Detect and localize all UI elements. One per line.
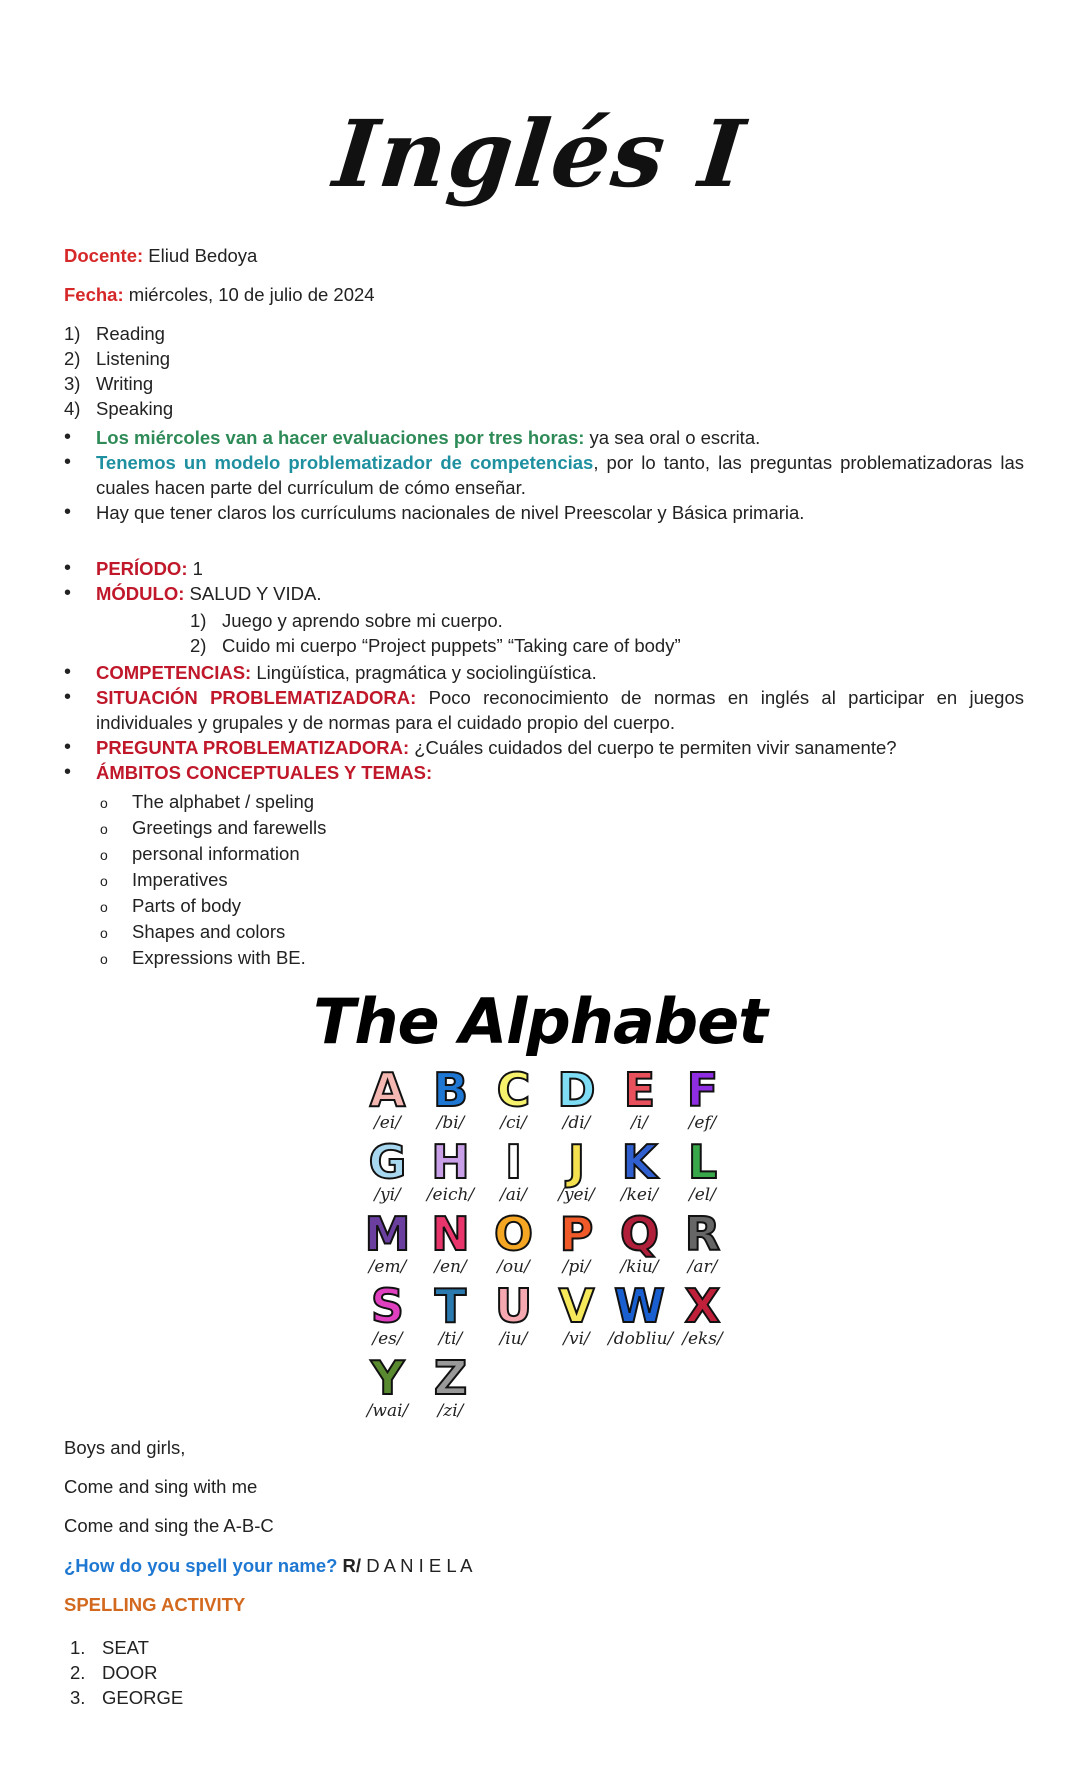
- periodo-item: • PERÍODO: 1: [64, 557, 203, 579]
- letter-cell: [671, 1279, 734, 1354]
- letter-cell: [356, 1207, 419, 1282]
- competencias-item: • COMPETENCIAS: Lingüística, pragmática y sociolingüística.: [64, 661, 597, 683]
- list-item: 4) Speaking: [64, 397, 174, 419]
- ambitos-item: • ÁMBITOS CONCEPTUALES Y TEMAS:: [64, 760, 433, 783]
- letter-glyph: P: [559, 1207, 594, 1261]
- letter-glyph: Z: [433, 1351, 468, 1405]
- letter-pronunciation: /iu/: [499, 1329, 528, 1349]
- letter-pronunciation: /zi/: [437, 1401, 464, 1421]
- letter-glyph: H: [431, 1135, 470, 1189]
- notes-list: [64, 426, 1024, 526]
- letter-pronunciation: /ef/: [688, 1113, 717, 1133]
- song-line-3: Come and sing the A-B-C: [64, 1515, 274, 1536]
- list-item: o Expressions with BE.: [100, 947, 306, 968]
- letter-cell: [356, 1063, 419, 1138]
- letter-cell: [419, 1063, 482, 1138]
- list-item: 3) Writing: [64, 372, 154, 394]
- letter-cell: [419, 1135, 482, 1210]
- answer-prefix: R/: [337, 1555, 362, 1576]
- fecha-value: miércoles, 10 de julio de 2024: [123, 284, 375, 305]
- skills-list: [64, 322, 1024, 422]
- letter-cell: [608, 1135, 671, 1210]
- letter-pronunciation: /eich/: [426, 1185, 475, 1205]
- docente-value: Eliud Bedoya: [143, 245, 258, 266]
- letter-cell: [419, 1207, 482, 1282]
- alphabet-row: [356, 1207, 736, 1282]
- modulo-subitems: [64, 609, 1024, 659]
- situacion-item: • SITUACIÓN PROBLEMATIZADORA: Poco reconocimiento de normas en inglés al participar en juegos individuales y grupales y de normas para el cuidado propio del cuerpo.: [64, 685, 1025, 733]
- letter-glyph: Y: [370, 1351, 405, 1405]
- docente-line: [64, 244, 257, 269]
- list-item: o Greetings and farewells: [100, 817, 327, 838]
- letter-pronunciation: /ar/: [687, 1257, 718, 1277]
- letter-cell: [482, 1279, 545, 1354]
- letter-cell: [608, 1063, 671, 1138]
- list-item: • Los miércoles van a hacer evaluaciones por tres horas: ya sea oral o escrita.: [64, 426, 761, 448]
- letter-pronunciation: /pi/: [562, 1257, 591, 1277]
- page-title: Inglés I: [329, 100, 751, 208]
- letter-cell: [608, 1279, 674, 1354]
- letter-glyph: W: [614, 1279, 665, 1333]
- fecha-line: [64, 283, 375, 308]
- letter-pronunciation: /ti/: [438, 1329, 463, 1349]
- letter-glyph: G: [368, 1135, 407, 1189]
- list-item: 3. GEORGE: [70, 1686, 184, 1708]
- letter-cell: [671, 1207, 734, 1282]
- letter-pronunciation: /vi/: [563, 1329, 590, 1349]
- letter-pronunciation: /kiu/: [620, 1257, 659, 1277]
- temas-list: [64, 790, 1024, 972]
- letter-pronunciation: /es/: [372, 1329, 403, 1349]
- letter-glyph: O: [493, 1207, 534, 1261]
- letter-cell: [482, 1063, 545, 1138]
- letter-glyph: D: [557, 1063, 596, 1117]
- letter-pronunciation: /yei/: [558, 1185, 595, 1205]
- list-item: 2. DOOR: [70, 1661, 158, 1683]
- list-item: • Tenemos un modelo problematizador de competencias, por lo tanto, las preguntas problematizadoras las cuales hacen parte del currículum de cómo enseñar.: [64, 450, 1024, 498]
- letter-glyph: R: [684, 1207, 721, 1261]
- letter-glyph: X: [684, 1279, 721, 1333]
- alphabet-row: [356, 1279, 736, 1354]
- letter-cell: [671, 1135, 734, 1210]
- question-text: ¿How do you spell your name?: [64, 1555, 338, 1576]
- list-item: 1) Juego y aprendo sobre mi cuerpo.: [190, 610, 503, 631]
- letter-cell: [671, 1063, 734, 1138]
- alphabet-row: [356, 1351, 736, 1426]
- letter-glyph: J: [567, 1135, 586, 1189]
- letter-cell: [356, 1351, 419, 1426]
- letter-pronunciation: /i/: [631, 1113, 648, 1133]
- alphabet-row: [356, 1063, 736, 1138]
- letter-glyph: B: [432, 1063, 469, 1117]
- letter-pronunciation: /el/: [689, 1185, 716, 1205]
- letter-cell: [608, 1207, 671, 1282]
- letter-cell: [482, 1207, 545, 1282]
- song-line-2: Come and sing with me: [64, 1476, 258, 1497]
- letter-cell: [419, 1279, 482, 1354]
- letter-pronunciation: /dobliu/: [608, 1329, 674, 1349]
- letter-pronunciation: /bi/: [436, 1113, 465, 1133]
- letter-glyph: K: [621, 1135, 658, 1189]
- module-list: [64, 557, 1024, 607]
- alphabet-title: The Alphabet: [313, 985, 767, 1058]
- letter-glyph: U: [494, 1279, 533, 1333]
- list-item: 1) Reading: [64, 323, 165, 344]
- letter-cell: [545, 1063, 608, 1138]
- letter-pronunciation: /en/: [434, 1257, 467, 1277]
- letter-glyph: T: [434, 1279, 467, 1333]
- list-item: o Imperatives: [100, 869, 228, 890]
- letter-glyph: C: [496, 1063, 531, 1117]
- letter-cell: [419, 1351, 482, 1426]
- list-item: o Shapes and colors: [100, 921, 286, 942]
- letter-glyph: A: [369, 1063, 406, 1117]
- letter-glyph: F: [686, 1063, 719, 1117]
- letter-glyph: S: [370, 1279, 405, 1333]
- list-item: 1. SEAT: [70, 1637, 149, 1658]
- song-line-1: Boys and girls,: [64, 1437, 186, 1458]
- letter-pronunciation: /ai/: [499, 1185, 528, 1205]
- letter-cell: [356, 1279, 419, 1354]
- letter-pronunciation: /wai/: [366, 1401, 409, 1421]
- modulo-item: • MÓDULO: SALUD Y VIDA.: [64, 581, 322, 604]
- letter-pronunciation: /di/: [562, 1113, 591, 1133]
- letter-pronunciation: /ei/: [374, 1113, 401, 1133]
- answer-text: D A N I E L A: [361, 1555, 473, 1576]
- spell-question: [64, 1554, 472, 1579]
- letter-cell: [545, 1279, 608, 1354]
- spelling-title: SPELLING ACTIVITY: [64, 1594, 246, 1615]
- letter-pronunciation: /yi/: [374, 1185, 401, 1205]
- fecha-label: Fecha:: [64, 284, 124, 305]
- letter-cell: [545, 1207, 608, 1282]
- list-item: o The alphabet / speling: [100, 791, 315, 812]
- letter-cell: [545, 1135, 608, 1210]
- spelling-list: [70, 1636, 183, 1711]
- list-item: o Parts of body: [100, 895, 242, 916]
- letter-glyph: I: [504, 1135, 523, 1189]
- list-item: • Hay que tener claros los currículums nacionales de nivel Preescolar y Básica primaria.: [64, 500, 805, 523]
- letter-glyph: L: [687, 1135, 718, 1189]
- list-item: 2) Cuido mi cuerpo “Project puppets” “Taking care of body”: [190, 634, 681, 656]
- letter-glyph: Q: [619, 1207, 660, 1261]
- alphabet-row: [356, 1135, 736, 1210]
- letter-cell: [356, 1135, 419, 1210]
- competencias-list: [64, 661, 1024, 786]
- letter-pronunciation: /eks/: [682, 1329, 723, 1349]
- letter-pronunciation: /kei/: [620, 1185, 659, 1205]
- letter-pronunciation: /em/: [368, 1257, 407, 1277]
- letter-glyph: N: [431, 1207, 470, 1261]
- list-item: o personal information: [100, 843, 300, 864]
- letter-glyph: V: [558, 1279, 595, 1333]
- letter-glyph: E: [623, 1063, 656, 1117]
- letter-glyph: M: [364, 1207, 411, 1261]
- letter-pronunciation: /ci/: [500, 1113, 527, 1133]
- alphabet-grid: [356, 1063, 736, 1426]
- pregunta-item: • PREGUNTA PROBLEMATIZADORA: ¿Cuáles cuidados del cuerpo te permiten vivir sanamente?: [64, 735, 897, 758]
- docente-label: Docente:: [64, 245, 144, 266]
- list-item: 2) Listening: [64, 347, 171, 369]
- letter-cell: [482, 1135, 545, 1210]
- letter-pronunciation: /ou/: [497, 1257, 530, 1277]
